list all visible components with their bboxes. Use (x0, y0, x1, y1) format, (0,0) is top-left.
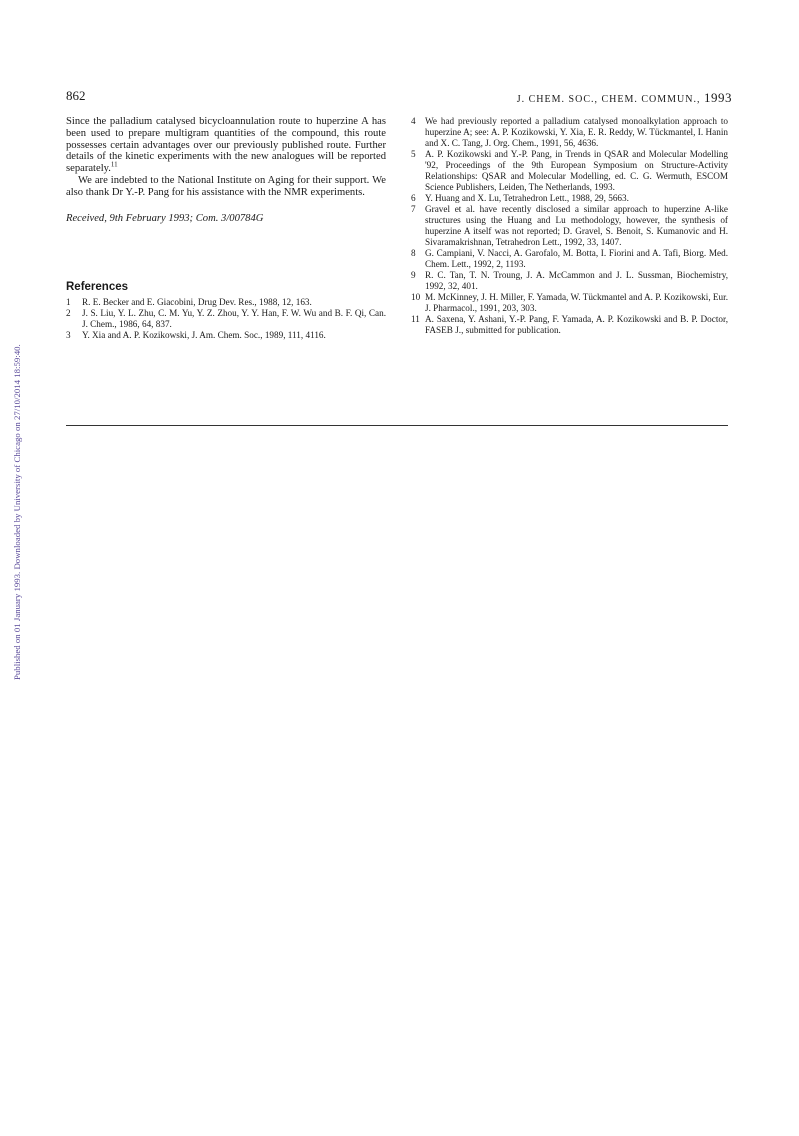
reference-text: A. Saxena, Y. Ashani, Y.-P. Pang, F. Yamada, A. P. Kozikowski and B. P. Doctor, FASEB J., submitted for publication. (425, 314, 728, 335)
reference-number: 4 (411, 116, 416, 126)
reference-item (411, 248, 728, 270)
received-date: Received, 9th February 1993; Com. 3/00784G (66, 212, 264, 224)
journal-year: 1993 (704, 90, 732, 105)
reference-text: J. S. Liu, Y. L. Zhu, C. M. Yu, Y. Z. Zhou, Y. Y. Han, F. W. Wu and B. F. Qi, Can. J. Chem., 1986, 64, 837. (82, 307, 386, 329)
reference-item (411, 292, 728, 314)
reference-item (66, 308, 386, 330)
reference-number: 8 (411, 248, 416, 258)
horizontal-rule (66, 425, 728, 426)
reference-number: 1 (66, 296, 71, 307)
reference-number: 2 (66, 307, 71, 318)
reference-item (66, 297, 386, 308)
reference-item (411, 116, 728, 149)
reference-text: G. Campiani, V. Nacci, A. Garofalo, M. Botta, I. Fiorini and A. Tafi, Biorg. Med. Chem. Lett., 1992, 2, 1193. (425, 248, 728, 269)
body-text (66, 116, 386, 199)
journal-name: J. CHEM. SOC., CHEM. COMMUN., (516, 94, 701, 105)
acknowledgements-paragraph: We are indebted to the National Institute on Aging for their support. We also thank Dr Y.-P. Pang for his assistance with the NMR experiments. (66, 174, 386, 198)
reference-number: 7 (411, 204, 416, 214)
reference-number: 10 (411, 292, 421, 302)
reference-text: R. E. Becker and E. Giacobini, Drug Dev. Res., 1988, 12, 163. (82, 296, 312, 307)
reference-text: M. McKinney, J. H. Miller, F. Yamada, W. Tückmantel and A. P. Kozikowski, Eur. J. Pharmacol., 1991, 203, 303. (425, 292, 728, 313)
reference-item (66, 330, 386, 341)
reference-text: Y. Huang and X. Lu, Tetrahedron Lett., 1988, 29, 5663. (425, 193, 629, 203)
reference-number: 6 (411, 193, 416, 203)
paragraph-text: Since the palladium catalysed bicycloannulation route to huperzine A has been used to prepare multigram quantities of the compound, this route possesses certain advantages over our previously published route. Further details of the kinetic experiments with the new analogues will be reported separately. (66, 116, 386, 175)
left-column (66, 116, 386, 341)
reference-number: 5 (411, 149, 416, 159)
download-notice: Published on 01 January 1993. Downloaded by University of Chicago on 27/10/2014 18:59:40. (12, 344, 22, 680)
reference-text: R. C. Tan, T. N. Troung, J. A. McCammon and J. L. Sussman, Biochemistry, 1992, 32, 401. (425, 270, 728, 291)
page-number: 862 (66, 88, 86, 103)
reference-item (411, 204, 728, 248)
reference-number: 3 (66, 329, 71, 340)
reference-item (411, 193, 728, 204)
reference-number: 11 (411, 314, 420, 324)
right-column (411, 116, 728, 336)
reference-text: Gravel et al. have recently disclosed a similar approach to huperzine A-like structures using the Huang and Lu methodology, however, the synthesis of huperzine A itself was not reported; D. Gravel, S. Benoit, S. Kumanovic and H. Sivaramakrishnan, Tetrahedron Lett., 1992, 33, 1407. (425, 204, 728, 247)
reference-item (411, 149, 728, 193)
paragraph-palladium-route (66, 116, 386, 175)
reference-item (411, 270, 728, 292)
reference-text: Y. Xia and A. P. Kozikowski, J. Am. Chem. Soc., 1989, 111, 4116. (82, 329, 326, 340)
download-watermark (0, 0, 30, 1136)
references-list-right (411, 116, 728, 336)
reference-text: A. P. Kozikowski and Y.-P. Pang, in Trends in QSAR and Molecular Modelling '92, Proceedings of the 9th European Symposium on Structure-Activity Relationships: QSAR and Molecular Modelling, ed. C. G. Wermuth, ESCOM Science Publishers, Leiden, The Netherlands, 1993. (425, 149, 728, 192)
running-head (500, 90, 732, 106)
reference-item (411, 314, 728, 336)
references-list-left (66, 297, 386, 341)
reference-text: We had previously reported a palladium catalysed monoalkylation approach to huperzine A; see: A. P. Kozikowski, Y. Xia, E. R. Reddy, W. Tückmantel, I. Hanin and X. C. Tang, J. Org. Chem., 1991, 56, 4636. (425, 116, 728, 148)
citation-superscript: 11 (110, 160, 118, 169)
references-heading: References (66, 280, 129, 293)
reference-number: 9 (411, 270, 416, 280)
